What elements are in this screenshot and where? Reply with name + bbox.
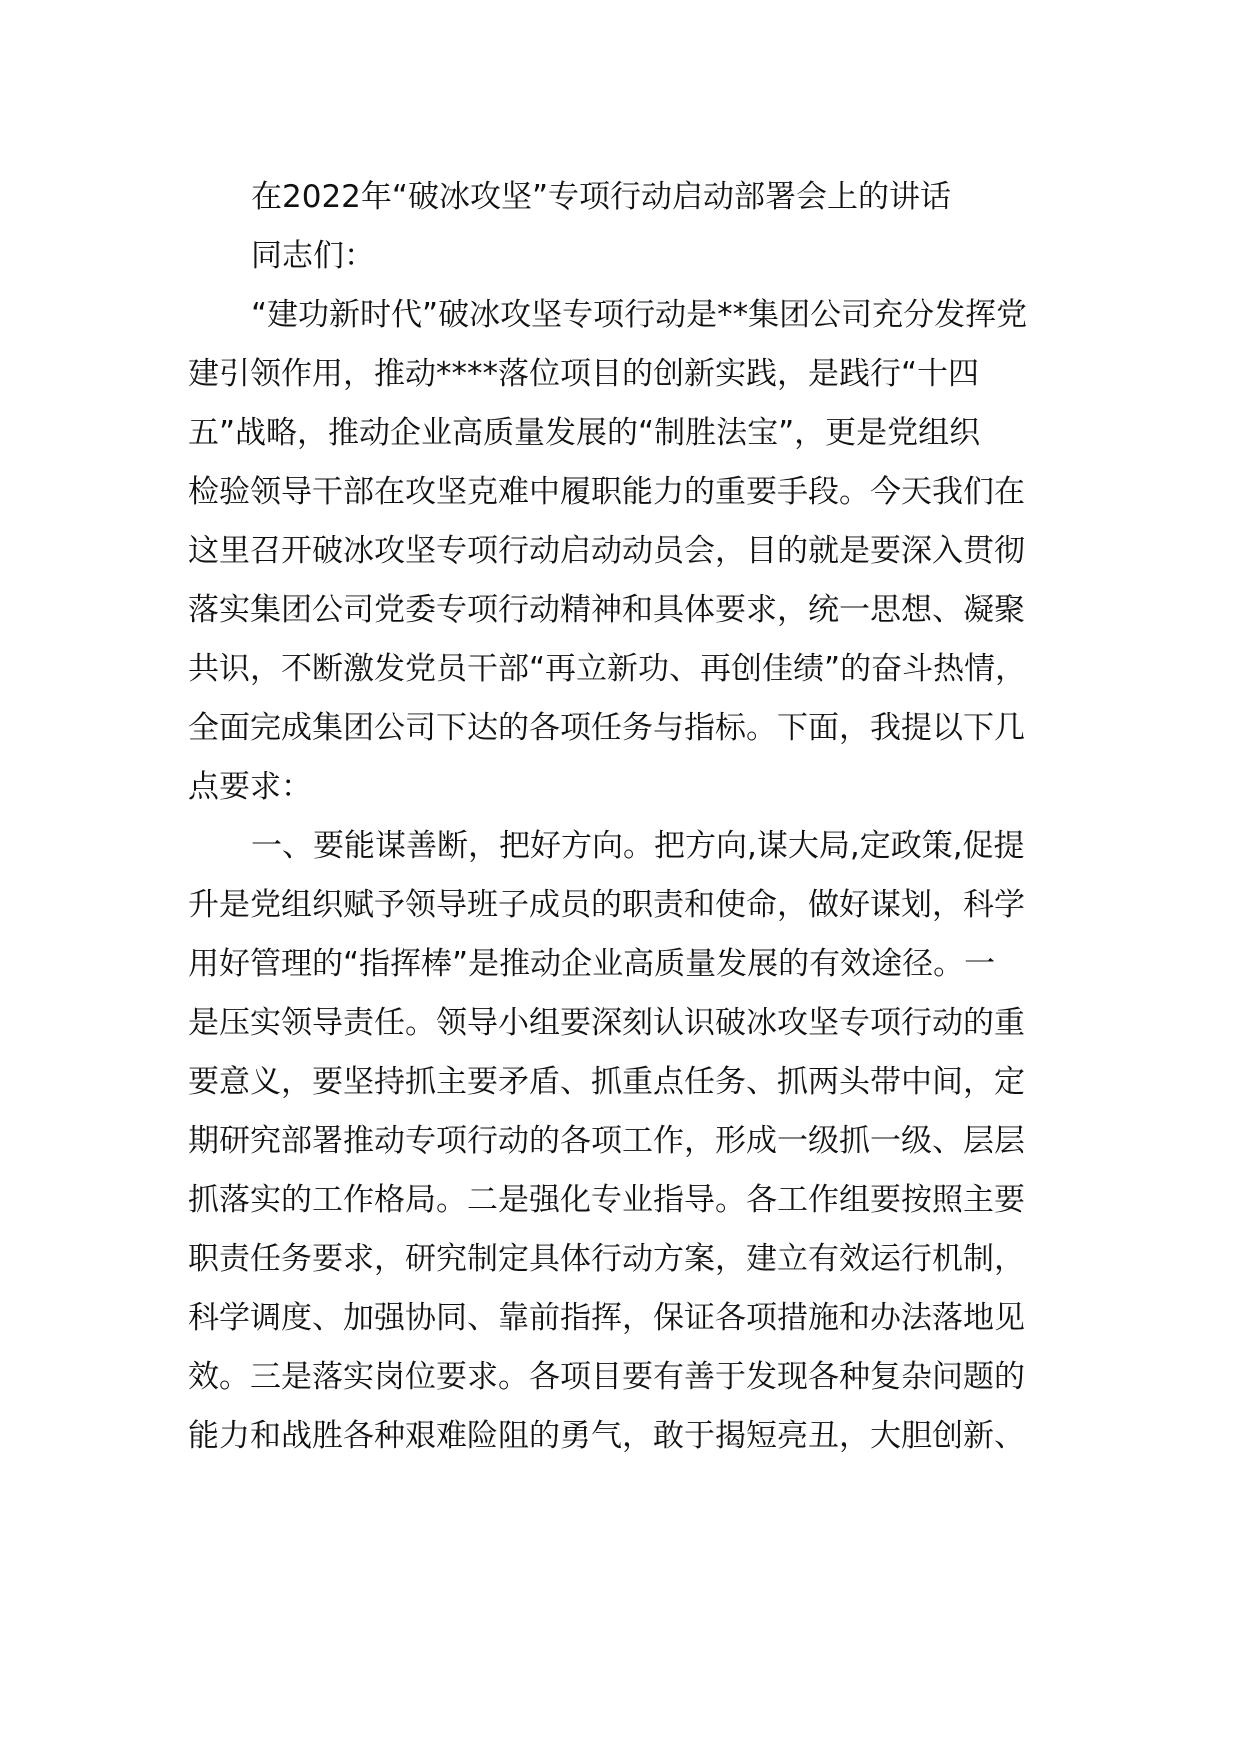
text-line: 是压实领导责任。领导小组要深刻认识破冰攻坚专项行动的重 bbox=[188, 1005, 1025, 1041]
text-line: 能力和战胜各种艰难险阻的勇气，敢于揭短亮丑，大胆创新、 bbox=[188, 1418, 1025, 1454]
text-line: 抓落实的工作格局。二是强化专业指导。各工作组要按照主要 bbox=[188, 1182, 1025, 1218]
text-line: 职责任务要求，研究制定具体行动方案，建立有效运行机制， bbox=[188, 1241, 1025, 1277]
text-line: 升是党组织赋予领导班子成员的职责和使命，做好谋划，科学 bbox=[188, 887, 1025, 923]
text-line: 建引领作用，推动****落位项目的创新实践，是践行“十四 bbox=[188, 356, 980, 392]
text-line: 检验领导干部在攻坚克难中履职能力的重要手段。今天我们在 bbox=[188, 474, 1025, 510]
text-line: 这里召开破冰攻坚专项行动启动动员会，目的就是要深入贯彻 bbox=[188, 533, 1025, 569]
text-line: 共识，不断激发党员干部“再立新功、再创佳绩”的奋斗热情， bbox=[188, 651, 1027, 687]
text-line: 落实集团公司党委专项行动精神和具体要求，统一思想、凝聚 bbox=[188, 592, 1025, 628]
text-line: 效。三是落实岗位要求。各项目要有善于发现各种复杂问题的 bbox=[188, 1359, 1025, 1395]
text-line: 五”战略，推动企业高质量发展的“制胜法宝”，更是党组织 bbox=[188, 415, 981, 451]
text-line: 要意义，要坚持抓主要矛盾、抓重点任务、抓两头带中间，定 bbox=[188, 1064, 1025, 1100]
text-line: 用好管理的“指挥棒”是推动企业高质量发展的有效途径。一 bbox=[188, 946, 996, 982]
text-line: 科学调度、加强协同、靠前指挥，保证各项措施和办法落地见 bbox=[188, 1300, 1025, 1336]
text-line: 点要求： bbox=[188, 769, 312, 805]
text-line: 一、要能谋善断，把好方向。把方向,谋大局,定政策,促提 bbox=[251, 828, 1025, 864]
document-title: 在2022年“破冰攻坚”专项行动启动部署会上的讲话 bbox=[251, 179, 952, 215]
text-line: 期研究部署推动专项行动的各项工作，形成一级抓一级、层层 bbox=[188, 1123, 1025, 1159]
text-line: 全面完成集团公司下达的各项任务与指标。下面，我提以下几 bbox=[188, 710, 1025, 746]
text-line: “建功新时代”破冰攻坚专项行动是**集团公司充分发挥党 bbox=[251, 297, 1028, 333]
salutation: 同志们： bbox=[251, 238, 375, 274]
